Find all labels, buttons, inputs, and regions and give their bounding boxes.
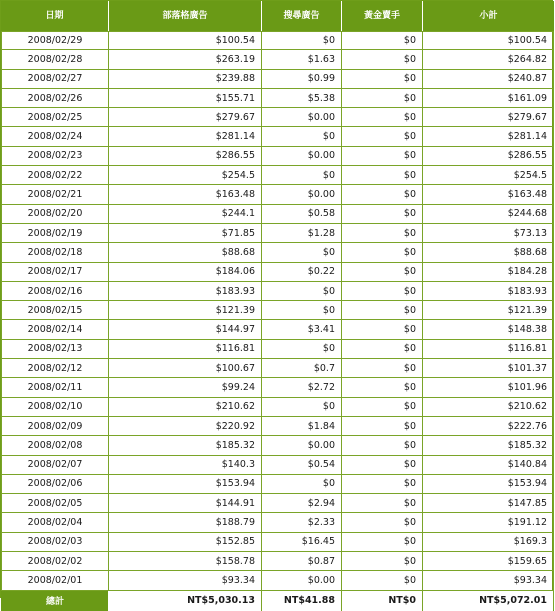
cell-subtotal: $169.3 bbox=[423, 533, 554, 552]
cell-subtotal: $163.48 bbox=[423, 185, 554, 204]
table-row bbox=[1, 108, 554, 127]
table-row bbox=[1, 70, 554, 89]
cell-subtotal: $184.28 bbox=[423, 263, 554, 282]
cell-gold-seller: $0 bbox=[342, 108, 423, 127]
column-header-date: 日期 bbox=[1, 1, 109, 31]
cell-blog-ads: $140.3 bbox=[109, 456, 262, 475]
cell-search-ads: $0 bbox=[262, 127, 342, 146]
cell-search-ads: $0 bbox=[262, 282, 342, 301]
cell-subtotal: $210.62 bbox=[423, 398, 554, 417]
cell-subtotal: $161.09 bbox=[423, 89, 554, 108]
cell-gold-seller: $0 bbox=[342, 456, 423, 475]
cell-subtotal: $281.14 bbox=[423, 127, 554, 146]
cell-blog-ads: $210.62 bbox=[109, 398, 262, 417]
column-header-blog-ads: 部落格廣告 bbox=[109, 1, 262, 31]
table-row bbox=[1, 166, 554, 185]
cell-search-ads: $1.84 bbox=[262, 417, 342, 436]
cell-search-ads: $0.99 bbox=[262, 70, 342, 89]
earnings-table bbox=[1, 1, 554, 611]
cell-subtotal: $264.82 bbox=[423, 50, 554, 69]
cell-blog-ads: $254.5 bbox=[109, 166, 262, 185]
cell-search-ads: $0 bbox=[262, 398, 342, 417]
cell-subtotal: $93.34 bbox=[423, 571, 554, 590]
table-row bbox=[1, 31, 554, 50]
cell-gold-seller: $0 bbox=[342, 50, 423, 69]
cell-search-ads: $0 bbox=[262, 243, 342, 262]
cell-subtotal: $116.81 bbox=[423, 340, 554, 359]
cell-blog-ads: $158.78 bbox=[109, 552, 262, 571]
cell-date: 2008/02/02 bbox=[1, 552, 109, 571]
cell-blog-ads: $184.06 bbox=[109, 263, 262, 282]
cell-date: 2008/02/29 bbox=[1, 31, 109, 50]
cell-subtotal: $148.38 bbox=[423, 320, 554, 339]
cell-date: 2008/02/14 bbox=[1, 320, 109, 339]
table-row bbox=[1, 398, 554, 417]
cell-gold-seller: $0 bbox=[342, 263, 423, 282]
cell-date: 2008/02/17 bbox=[1, 263, 109, 282]
cell-gold-seller: $0 bbox=[342, 513, 423, 532]
cell-gold-seller: $0 bbox=[342, 359, 423, 378]
cell-date: 2008/02/23 bbox=[1, 147, 109, 166]
table-row bbox=[1, 436, 554, 455]
cell-subtotal: $153.94 bbox=[423, 475, 554, 494]
cell-blog-ads: $279.67 bbox=[109, 108, 262, 127]
cell-date: 2008/02/28 bbox=[1, 50, 109, 69]
cell-subtotal: $254.5 bbox=[423, 166, 554, 185]
cell-search-ads: $0 bbox=[262, 475, 342, 494]
table-header bbox=[1, 1, 554, 31]
cell-search-ads: $3.41 bbox=[262, 320, 342, 339]
cell-gold-seller: $0 bbox=[342, 533, 423, 552]
cell-gold-seller: $0 bbox=[342, 243, 423, 262]
cell-gold-seller: $0 bbox=[342, 147, 423, 166]
cell-gold-seller: $0 bbox=[342, 340, 423, 359]
cell-blog-ads: $153.94 bbox=[109, 475, 262, 494]
cell-blog-ads: $71.85 bbox=[109, 224, 262, 243]
cell-gold-seller: $0 bbox=[342, 475, 423, 494]
cell-date: 2008/02/05 bbox=[1, 494, 109, 513]
cell-gold-seller: $0 bbox=[342, 301, 423, 320]
cell-blog-ads: $244.1 bbox=[109, 205, 262, 224]
cell-date: 2008/02/25 bbox=[1, 108, 109, 127]
cell-search-ads: $0.00 bbox=[262, 571, 342, 590]
cell-gold-seller: $0 bbox=[342, 282, 423, 301]
cell-search-ads: $1.28 bbox=[262, 224, 342, 243]
total-subtotal: NT$5,072.01 bbox=[423, 591, 554, 611]
cell-subtotal: $101.37 bbox=[423, 359, 554, 378]
table-row bbox=[1, 320, 554, 339]
cell-date: 2008/02/09 bbox=[1, 417, 109, 436]
cell-date: 2008/02/16 bbox=[1, 282, 109, 301]
cell-search-ads: $0.00 bbox=[262, 147, 342, 166]
cell-date: 2008/02/07 bbox=[1, 456, 109, 475]
cell-search-ads: $0 bbox=[262, 301, 342, 320]
table-row bbox=[1, 301, 554, 320]
column-header-subtotal: 小計 bbox=[423, 1, 554, 31]
cell-gold-seller: $0 bbox=[342, 320, 423, 339]
cell-search-ads: $0.00 bbox=[262, 185, 342, 204]
table-row bbox=[1, 89, 554, 108]
cell-date: 2008/02/03 bbox=[1, 533, 109, 552]
cell-date: 2008/02/01 bbox=[1, 571, 109, 590]
cell-date: 2008/02/19 bbox=[1, 224, 109, 243]
cell-subtotal: $240.87 bbox=[423, 70, 554, 89]
cell-blog-ads: $93.34 bbox=[109, 571, 262, 590]
cell-gold-seller: $0 bbox=[342, 185, 423, 204]
cell-search-ads: $2.33 bbox=[262, 513, 342, 532]
cell-subtotal: $88.68 bbox=[423, 243, 554, 262]
totals-label: 總計 bbox=[1, 591, 109, 611]
cell-subtotal: $279.67 bbox=[423, 108, 554, 127]
cell-date: 2008/02/15 bbox=[1, 301, 109, 320]
cell-search-ads: $0 bbox=[262, 340, 342, 359]
cell-blog-ads: $183.93 bbox=[109, 282, 262, 301]
total-gold-seller: NT$0 bbox=[342, 591, 423, 611]
cell-date: 2008/02/13 bbox=[1, 340, 109, 359]
table-row bbox=[1, 456, 554, 475]
table-row bbox=[1, 494, 554, 513]
cell-gold-seller: $0 bbox=[342, 417, 423, 436]
cell-gold-seller: $0 bbox=[342, 378, 423, 397]
cell-search-ads: $0.00 bbox=[262, 436, 342, 455]
cell-search-ads: $0.22 bbox=[262, 263, 342, 282]
table-row bbox=[1, 552, 554, 571]
cell-blog-ads: $163.48 bbox=[109, 185, 262, 204]
cell-date: 2008/02/24 bbox=[1, 127, 109, 146]
cell-date: 2008/02/12 bbox=[1, 359, 109, 378]
cell-gold-seller: $0 bbox=[342, 31, 423, 50]
cell-date: 2008/02/20 bbox=[1, 205, 109, 224]
cell-gold-seller: $0 bbox=[342, 571, 423, 590]
cell-subtotal: $147.85 bbox=[423, 494, 554, 513]
cell-gold-seller: $0 bbox=[342, 166, 423, 185]
table-row bbox=[1, 243, 554, 262]
cell-gold-seller: $0 bbox=[342, 398, 423, 417]
total-blog-ads: NT$5,030.13 bbox=[109, 591, 262, 611]
cell-blog-ads: $155.71 bbox=[109, 89, 262, 108]
cell-blog-ads: $100.54 bbox=[109, 31, 262, 50]
column-header-search-ads: 搜尋廣告 bbox=[262, 1, 342, 31]
table-row bbox=[1, 417, 554, 436]
cell-search-ads: $0.00 bbox=[262, 108, 342, 127]
cell-gold-seller: $0 bbox=[342, 494, 423, 513]
cell-blog-ads: $220.92 bbox=[109, 417, 262, 436]
table-row bbox=[1, 571, 554, 590]
cell-date: 2008/02/18 bbox=[1, 243, 109, 262]
table-row bbox=[1, 224, 554, 243]
cell-subtotal: $121.39 bbox=[423, 301, 554, 320]
table-row bbox=[1, 127, 554, 146]
cell-blog-ads: $144.97 bbox=[109, 320, 262, 339]
table-body bbox=[1, 31, 554, 591]
cell-blog-ads: $116.81 bbox=[109, 340, 262, 359]
cell-blog-ads: $239.88 bbox=[109, 70, 262, 89]
cell-gold-seller: $0 bbox=[342, 89, 423, 108]
totals-row bbox=[1, 591, 554, 611]
cell-gold-seller: $0 bbox=[342, 127, 423, 146]
cell-date: 2008/02/11 bbox=[1, 378, 109, 397]
table-row bbox=[1, 282, 554, 301]
cell-date: 2008/02/27 bbox=[1, 70, 109, 89]
table-row bbox=[1, 533, 554, 552]
cell-search-ads: $0 bbox=[262, 31, 342, 50]
cell-blog-ads: $144.91 bbox=[109, 494, 262, 513]
cell-date: 2008/02/26 bbox=[1, 89, 109, 108]
table-row bbox=[1, 50, 554, 69]
cell-search-ads: $0.54 bbox=[262, 456, 342, 475]
cell-gold-seller: $0 bbox=[342, 205, 423, 224]
cell-subtotal: $244.68 bbox=[423, 205, 554, 224]
cell-gold-seller: $0 bbox=[342, 224, 423, 243]
cell-search-ads: $5.38 bbox=[262, 89, 342, 108]
cell-blog-ads: $286.55 bbox=[109, 147, 262, 166]
cell-subtotal: $286.55 bbox=[423, 147, 554, 166]
table-row bbox=[1, 147, 554, 166]
cell-blog-ads: $188.79 bbox=[109, 513, 262, 532]
cell-date: 2008/02/08 bbox=[1, 436, 109, 455]
table-row bbox=[1, 513, 554, 532]
table-row bbox=[1, 340, 554, 359]
cell-subtotal: $101.96 bbox=[423, 378, 554, 397]
cell-subtotal: $222.76 bbox=[423, 417, 554, 436]
table-row bbox=[1, 359, 554, 378]
cell-subtotal: $159.65 bbox=[423, 552, 554, 571]
cell-blog-ads: $152.85 bbox=[109, 533, 262, 552]
cell-gold-seller: $0 bbox=[342, 436, 423, 455]
cell-date: 2008/02/21 bbox=[1, 185, 109, 204]
table-row bbox=[1, 205, 554, 224]
cell-subtotal: $140.84 bbox=[423, 456, 554, 475]
cell-subtotal: $191.12 bbox=[423, 513, 554, 532]
cell-search-ads: $2.94 bbox=[262, 494, 342, 513]
cell-blog-ads: $185.32 bbox=[109, 436, 262, 455]
cell-blog-ads: $99.24 bbox=[109, 378, 262, 397]
cell-date: 2008/02/10 bbox=[1, 398, 109, 417]
table-row bbox=[1, 263, 554, 282]
cell-blog-ads: $88.68 bbox=[109, 243, 262, 262]
cell-date: 2008/02/04 bbox=[1, 513, 109, 532]
column-header-gold-seller: 黃金賣手 bbox=[342, 1, 423, 31]
cell-date: 2008/02/06 bbox=[1, 475, 109, 494]
cell-subtotal: $100.54 bbox=[423, 31, 554, 50]
cell-blog-ads: $263.19 bbox=[109, 50, 262, 69]
table-footer bbox=[1, 591, 554, 611]
table-row bbox=[1, 378, 554, 397]
cell-date: 2008/02/22 bbox=[1, 166, 109, 185]
cell-search-ads: $0.7 bbox=[262, 359, 342, 378]
cell-blog-ads: $281.14 bbox=[109, 127, 262, 146]
cell-search-ads: $0.58 bbox=[262, 205, 342, 224]
cell-search-ads: $2.72 bbox=[262, 378, 342, 397]
cell-gold-seller: $0 bbox=[342, 70, 423, 89]
cell-blog-ads: $100.67 bbox=[109, 359, 262, 378]
cell-search-ads: $0 bbox=[262, 166, 342, 185]
cell-search-ads: $16.45 bbox=[262, 533, 342, 552]
table-row bbox=[1, 475, 554, 494]
table-row bbox=[1, 185, 554, 204]
cell-gold-seller: $0 bbox=[342, 552, 423, 571]
cell-subtotal: $73.13 bbox=[423, 224, 554, 243]
total-search-ads: NT$41.88 bbox=[262, 591, 342, 611]
cell-subtotal: $185.32 bbox=[423, 436, 554, 455]
header-row bbox=[1, 1, 554, 31]
cell-blog-ads: $121.39 bbox=[109, 301, 262, 320]
cell-subtotal: $183.93 bbox=[423, 282, 554, 301]
cell-search-ads: $1.63 bbox=[262, 50, 342, 69]
cell-search-ads: $0.87 bbox=[262, 552, 342, 571]
